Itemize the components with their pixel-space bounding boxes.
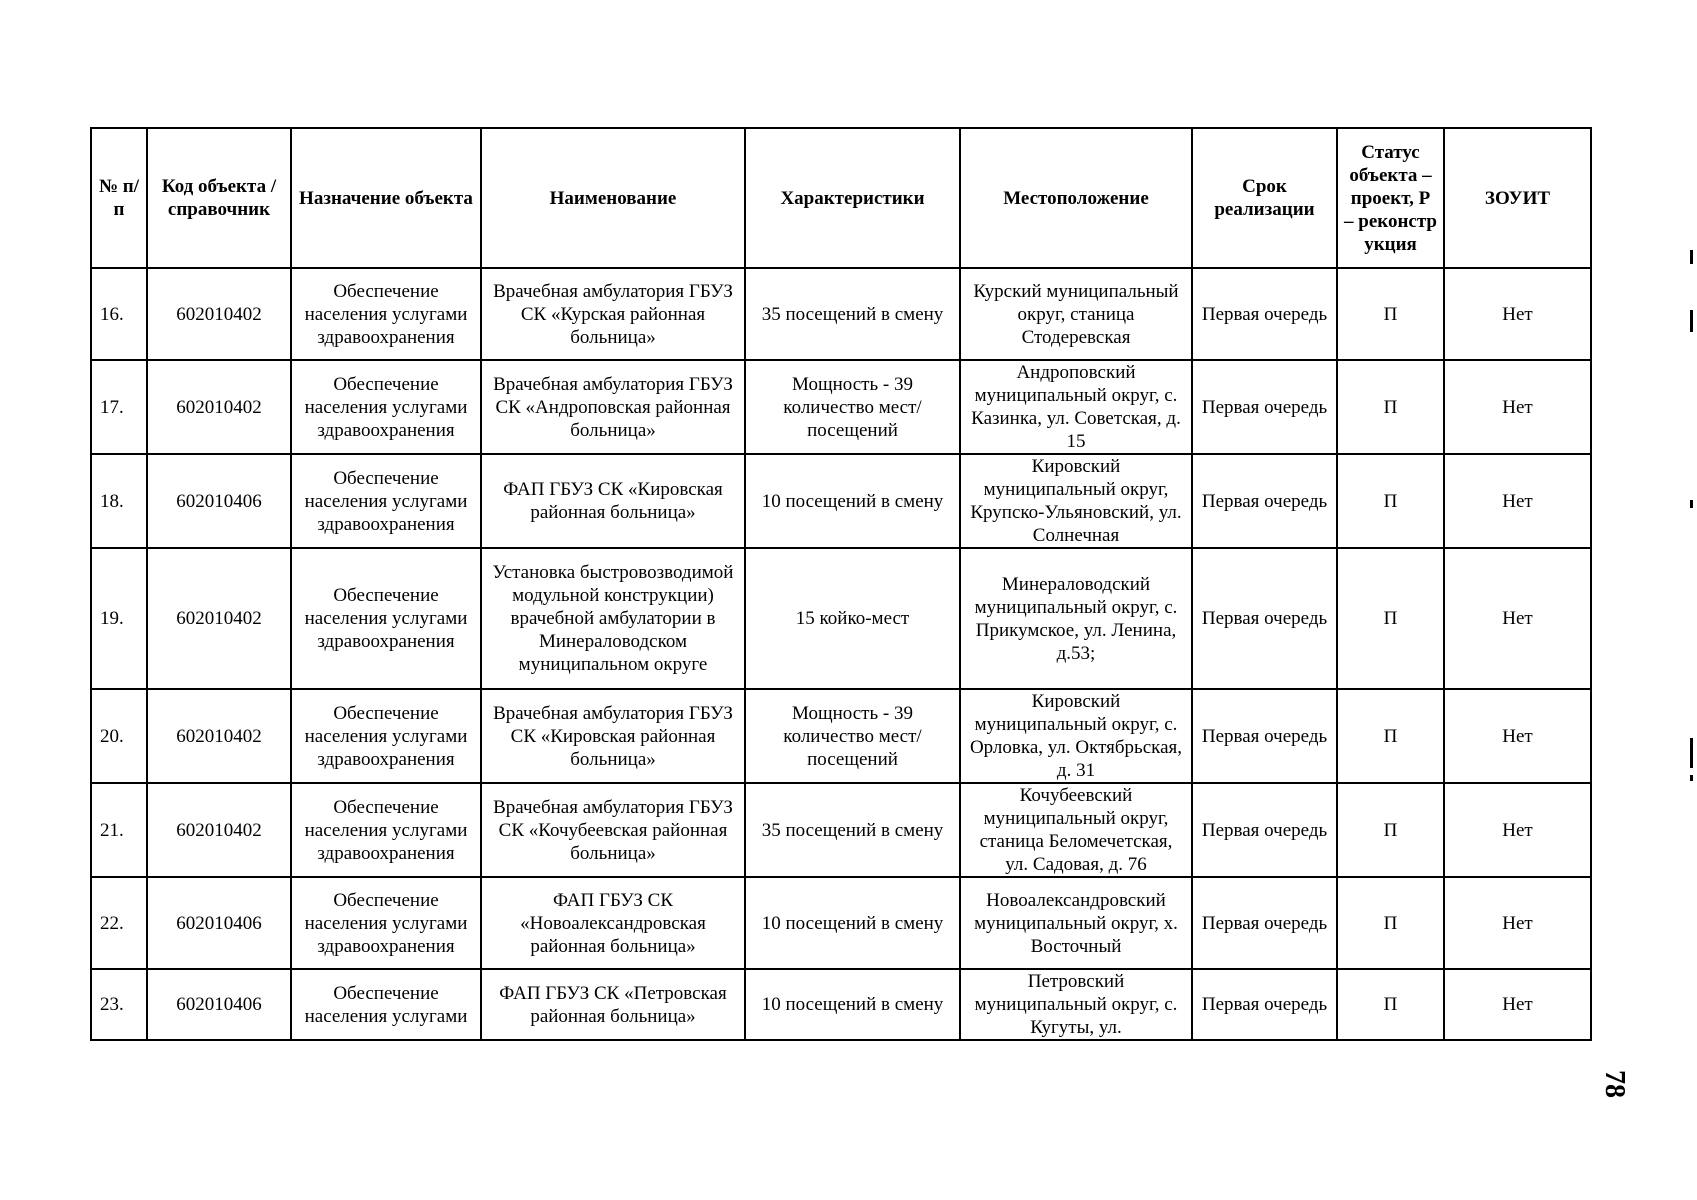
cell-name: Врачебная амбулатория ГБУЗ СК «Андроповская районная больница» xyxy=(481,360,745,454)
cell-characteristics: 35 посещений в смену xyxy=(745,783,960,877)
cell-zouit: Нет xyxy=(1444,877,1591,969)
cell-term: Первая очередь xyxy=(1192,877,1337,969)
cell-code: 602010402 xyxy=(147,268,291,360)
cell-code: 602010406 xyxy=(147,969,291,1040)
cell-name: ФАП ГБУЗ СК «Новоалександровская районная больница» xyxy=(481,877,745,969)
cell-purpose: Обеспечение населения услугами здравоохранения xyxy=(291,360,481,454)
cell-number: 17. xyxy=(91,360,147,454)
cell-purpose: Обеспечение населения услугами здравоохранения xyxy=(291,783,481,877)
cell-status: П xyxy=(1337,969,1444,1040)
scan-edge-mark xyxy=(1690,738,1693,768)
cell-name: ФАП ГБУЗ СК «Кировская районная больница» xyxy=(481,454,745,548)
objects-table xyxy=(90,127,1592,1041)
header-row xyxy=(91,128,1591,268)
scan-edge-mark xyxy=(1690,775,1693,781)
cell-term: Первая очередь xyxy=(1192,548,1337,689)
cell-name: ФАП ГБУЗ СК «Петровская районная больница» xyxy=(481,969,745,1040)
header-cell-characteristics: Характеристики xyxy=(745,128,960,268)
cell-zouit: Нет xyxy=(1444,454,1591,548)
table-header xyxy=(91,128,1591,268)
cell-zouit: Нет xyxy=(1444,268,1591,360)
cell-characteristics: Мощность - 39 количество мест/посещений xyxy=(745,360,960,454)
cell-location: Петровский муниципальный округ, с. Кугуты, ул. xyxy=(960,969,1192,1040)
cell-purpose: Обеспечение населения услугами здравоохранения xyxy=(291,689,481,783)
cell-purpose: Обеспечение населения услугами xyxy=(291,969,481,1040)
cell-name: Врачебная амбулатория ГБУЗ СК «Кировская районная больница» xyxy=(481,689,745,783)
cell-code: 602010402 xyxy=(147,783,291,877)
scan-edge-mark xyxy=(1690,250,1693,264)
cell-characteristics: 10 посещений в смену xyxy=(745,877,960,969)
cell-term: Первая очередь xyxy=(1192,689,1337,783)
cell-location: Курский муниципальный округ, станица Стодеревская xyxy=(960,268,1192,360)
cell-number: 22. xyxy=(91,877,147,969)
cell-zouit: Нет xyxy=(1444,548,1591,689)
table-row xyxy=(91,268,1591,360)
cell-term: Первая очередь xyxy=(1192,969,1337,1040)
cell-number: 19. xyxy=(91,548,147,689)
cell-status: П xyxy=(1337,268,1444,360)
cell-term: Первая очередь xyxy=(1192,454,1337,548)
cell-number: 18. xyxy=(91,454,147,548)
cell-zouit: Нет xyxy=(1444,969,1591,1040)
cell-code: 602010406 xyxy=(147,877,291,969)
page-number: 78 xyxy=(1599,1070,1630,1098)
cell-status: П xyxy=(1337,454,1444,548)
cell-code: 602010406 xyxy=(147,454,291,548)
header-cell-zouit: ЗОУИТ xyxy=(1444,128,1591,268)
cell-name: Установка быстровозводимой модульной конструкции) врачебной амбулатории в Минераловодском муниципальном округе xyxy=(481,548,745,689)
cell-status: П xyxy=(1337,360,1444,454)
table-row xyxy=(91,454,1591,548)
cell-location: Минераловодский муниципальный округ, с. Прикумское, ул. Ленина, д.53; xyxy=(960,548,1192,689)
objects-table-container xyxy=(90,127,1590,1041)
table-body xyxy=(91,268,1591,1040)
table-row xyxy=(91,689,1591,783)
cell-status: П xyxy=(1337,548,1444,689)
cell-number: 20. xyxy=(91,689,147,783)
cell-characteristics: Мощность - 39 количество мест/посещений xyxy=(745,689,960,783)
cell-zouit: Нет xyxy=(1444,783,1591,877)
cell-characteristics: 15 койко-мест xyxy=(745,548,960,689)
cell-code: 602010402 xyxy=(147,689,291,783)
cell-location: Кочубеевский муниципальный округ, станица Беломечетская, ул. Садовая, д. 76 xyxy=(960,783,1192,877)
header-cell-status: Статус объекта – проект, Р – реконстр укция xyxy=(1337,128,1444,268)
cell-purpose: Обеспечение населения услугами здравоохранения xyxy=(291,268,481,360)
scan-edge-mark xyxy=(1690,310,1693,332)
cell-zouit: Нет xyxy=(1444,689,1591,783)
cell-location: Андроповский муниципальный округ, с. Казинка, ул. Советская, д. 15 xyxy=(960,360,1192,454)
header-cell-code: Код объекта / справочник xyxy=(147,128,291,268)
cell-location: Кировский муниципальный округ, с. Орловка, ул. Октябрьская, д. 31 xyxy=(960,689,1192,783)
cell-status: П xyxy=(1337,689,1444,783)
table-row xyxy=(91,783,1591,877)
table-row xyxy=(91,548,1591,689)
cell-name: Врачебная амбулатория ГБУЗ СК «Кочубеевская районная больница» xyxy=(481,783,745,877)
cell-number: 23. xyxy=(91,969,147,1040)
cell-purpose: Обеспечение населения услугами здравоохранения xyxy=(291,877,481,969)
header-cell-location: Местоположение xyxy=(960,128,1192,268)
cell-zouit: Нет xyxy=(1444,360,1591,454)
table-row xyxy=(91,360,1591,454)
cell-term: Первая очередь xyxy=(1192,360,1337,454)
header-cell-number: № п/п xyxy=(91,128,147,268)
cell-purpose: Обеспечение населения услугами здравоохранения xyxy=(291,454,481,548)
cell-characteristics: 10 посещений в смену xyxy=(745,454,960,548)
cell-code: 602010402 xyxy=(147,360,291,454)
cell-purpose: Обеспечение населения услугами здравоохранения xyxy=(291,548,481,689)
header-cell-purpose: Назначение объекта xyxy=(291,128,481,268)
cell-location: Новоалександровский муниципальный округ, х. Восточный xyxy=(960,877,1192,969)
cell-number: 21. xyxy=(91,783,147,877)
cell-status: П xyxy=(1337,783,1444,877)
cell-name: Врачебная амбулатория ГБУЗ СК «Курская районная больница» xyxy=(481,268,745,360)
cell-characteristics: 35 посещений в смену xyxy=(745,268,960,360)
cell-number: 16. xyxy=(91,268,147,360)
header-cell-name: Наименование xyxy=(481,128,745,268)
scan-edge-mark xyxy=(1690,500,1693,508)
cell-term: Первая очередь xyxy=(1192,783,1337,877)
cell-status: П xyxy=(1337,877,1444,969)
cell-location: Кировский муниципальный округ, Крупско-Ульяновский, ул. Солнечная xyxy=(960,454,1192,548)
header-cell-term: Срок реализации xyxy=(1192,128,1337,268)
cell-term: Первая очередь xyxy=(1192,268,1337,360)
cell-code: 602010402 xyxy=(147,548,291,689)
cell-characteristics: 10 посещений в смену xyxy=(745,969,960,1040)
table-row xyxy=(91,969,1591,1040)
table-row xyxy=(91,877,1591,969)
